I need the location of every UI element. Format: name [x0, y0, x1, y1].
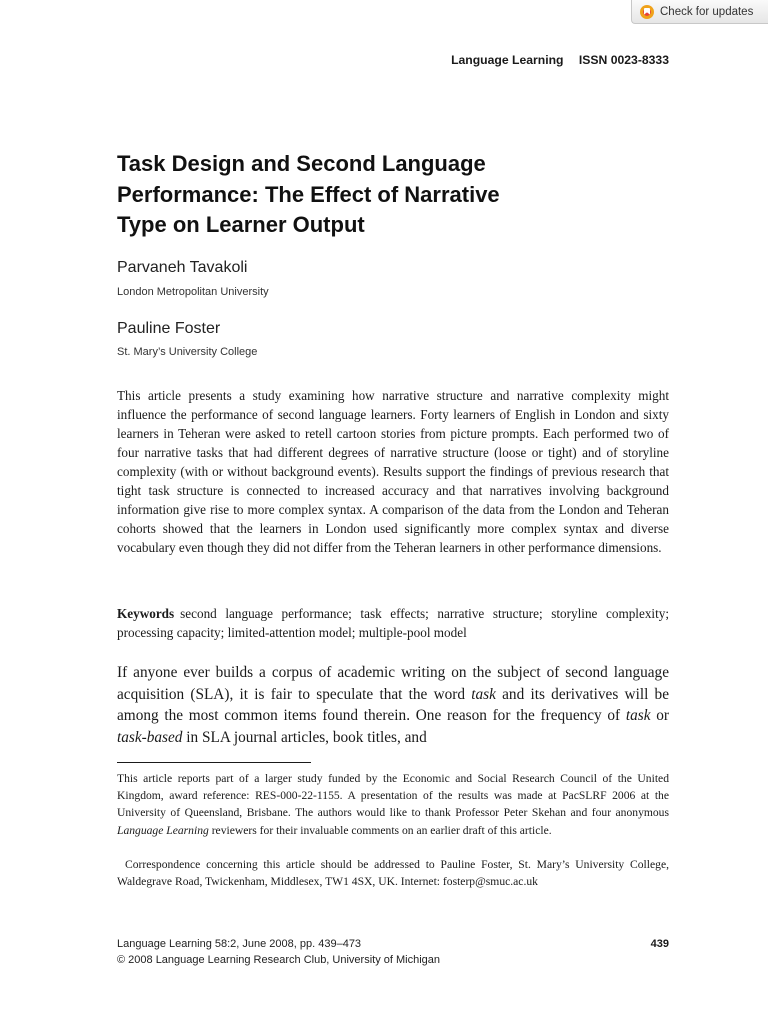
- page-footer: [117, 936, 440, 968]
- running-head: [451, 53, 669, 67]
- citation: Language Learning 58:2, June 2008, pp. 439–473: [117, 938, 362, 950]
- issn: ISSN 0023-8333: [578, 53, 669, 67]
- journal-name: Language Learning: [451, 53, 564, 67]
- check-for-updates-label: Check for updates: [660, 5, 754, 18]
- author-name: Parvaneh Tavakoli: [117, 259, 248, 276]
- footnote-funding: [117, 770, 669, 839]
- keywords-text: second language performance; task effects; narrative structure; storyline complexity; processing capacity; limited-attention model; multiple-pool model: [117, 606, 669, 640]
- body-text-segment: or: [650, 707, 669, 724]
- bookmark-refresh-icon: [640, 5, 654, 19]
- body-italic-term: task-based: [117, 728, 183, 746]
- footnote-journal-italic: Language Learning: [117, 823, 209, 837]
- footnote-correspondence: Correspondence concerning this article should be addressed to Pauline Foster, St. Mary’s University College, Waldegrave Road, Twickenham, Middlesex, TW1 4SX, UK. Internet: fosterp@smuc.ac.uk: [117, 858, 669, 889]
- keywords: [117, 604, 669, 642]
- body-paragraph: [117, 662, 669, 748]
- copyright: © 2008 Language Learning Research Club, University of Michigan: [117, 954, 441, 966]
- author-name: Pauline Foster: [117, 320, 221, 337]
- body-italic-term: task: [625, 707, 651, 724]
- article-title: [117, 149, 637, 241]
- footnote-text: This article reports part of a larger study funded by the Economic and Social Research Council of the United Kingdom, award reference: RES-000-22-1155. A presentation of the results was made at PacSLRF 2006 at the University of Queensland, Brisbane. The authors would like to thank Professor Peter Skehan and four anonymous: [117, 772, 669, 820]
- author-affiliation: London Metropolitan University: [117, 286, 269, 298]
- title-line: Performance: The Effect of Narrative: [117, 181, 500, 207]
- body-text-segment: in SLA journal articles, book titles, and: [182, 728, 427, 746]
- page-number: 439: [650, 938, 669, 950]
- body-italic-term: task: [471, 685, 496, 703]
- footnote-divider: [117, 762, 311, 763]
- keywords-label: Keywords: [117, 606, 175, 621]
- footnote-text: reviewers for their invaluable comments on an earlier draft of this article.: [208, 823, 552, 837]
- title-line: Task Design and Second Language: [117, 151, 486, 176]
- body-text-segment: If anyone ever builds a corpus of academic writing on the subject of second language acquisition (SLA), it is fair to speculate that the word: [117, 664, 669, 703]
- abstract: This article presents a study examining how narrative structure and narrative complexity might influence the performance of second language learners. Forty learners of English in London and sixty learners in Teheran were asked to retell cartoon stories from picture prompts. Each performed two of four narrative tasks that had different degrees of narrative structure (loose or tight) and of storyline complexity (with or without background events). Results support the findings of previous research that tight task structure is connected to increased accuracy and that narratives involving background information give rise to more complex syntax. A comparison of the data from the London and Teheran cohorts showed that the learners in London used significantly more complex syntax and diverse vocabulary even though they did not differ from the Teheran learners in other performance dimensions.: [117, 388, 669, 555]
- author-affiliation: St. Mary’s University College: [117, 346, 258, 358]
- check-for-updates-button[interactable]: [631, 0, 768, 24]
- body-text-segment: and its derivatives will be among the most common items found therein. One reason for the frequency of: [117, 685, 669, 724]
- title-line: Type on Learner Output: [117, 212, 365, 237]
